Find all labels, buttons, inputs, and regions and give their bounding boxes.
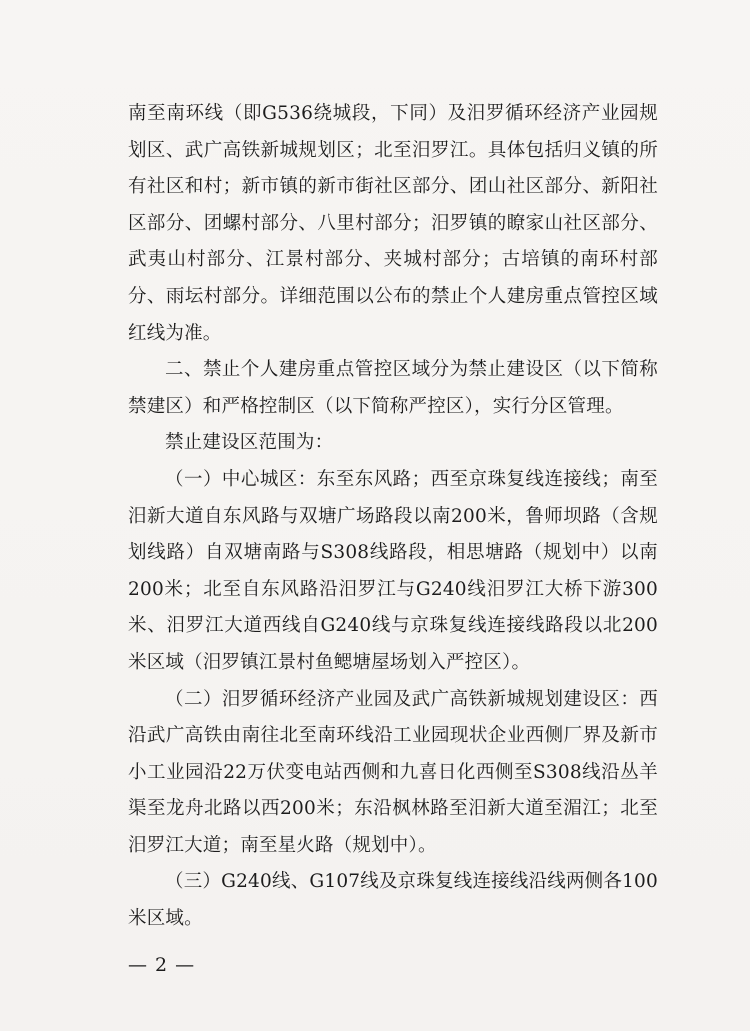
paragraph-scope-continuation: 南至南环线（即G536绕城段，下同）及汨罗循环经济产业园规划区、武广高铁新城规划区；北至汨罗江。具体包括归义镇的所有社区和村；新市镇的新市街社区部分、团山社区部分、新阳社区部分、团螺村部分、八里村部分；汨罗镇的瞭家山社区部分、武夷山村部分、江景村部分、夹城村部分；古培镇的南环村部分、雨坛村部分。详细范围以公布的禁止个人建房重点管控区域红线为准。	[128, 103, 658, 344]
page-number: — 2 —	[128, 954, 196, 976]
paragraph-prohibited-zone-heading: 禁止建设区范围为：	[165, 432, 334, 454]
paragraph-section-two: 二、禁止个人建房重点管控区域分为禁止建设区（以下简称禁建区）和严格控制区（以下简称严控区），实行分区管理。	[128, 359, 658, 417]
paragraph-item-one: （一）中心城区：东至东风路；西至京珠复线连接线；南至汨新大道自东风路与双塘广场路段以南200米，鲁师坝路（含规划线路）自双塘南路与S308线路段，相思塘路（规划中）以南200米；北至自东风路沿汨罗江与G240线汨罗江大桥下游300米、汨罗江大道西线自G240线与京珠复线连接线路段以北200米区域（汨罗镇江景村鱼鳃塘屋场划入严控区）。	[128, 468, 658, 673]
paragraph-item-three: （三）G240线、G107线及京珠复线连接线沿线两侧各100米区域。	[128, 871, 658, 930]
paragraph-item-two: （二）汨罗循环经济产业园及武广高铁新城规划建设区：西沿武广高铁由南往北至南环线沿工业园现状企业西侧厂界及新市小工业园沿22万伏变电站西侧和九喜日化西侧至S308线沿丛羊渠至龙舟北路以西200米；东沿枫林路至汨新大道至湄江；北至汨罗江大道；南至星火路（规划中）。	[128, 688, 658, 856]
document-body	[128, 96, 658, 938]
